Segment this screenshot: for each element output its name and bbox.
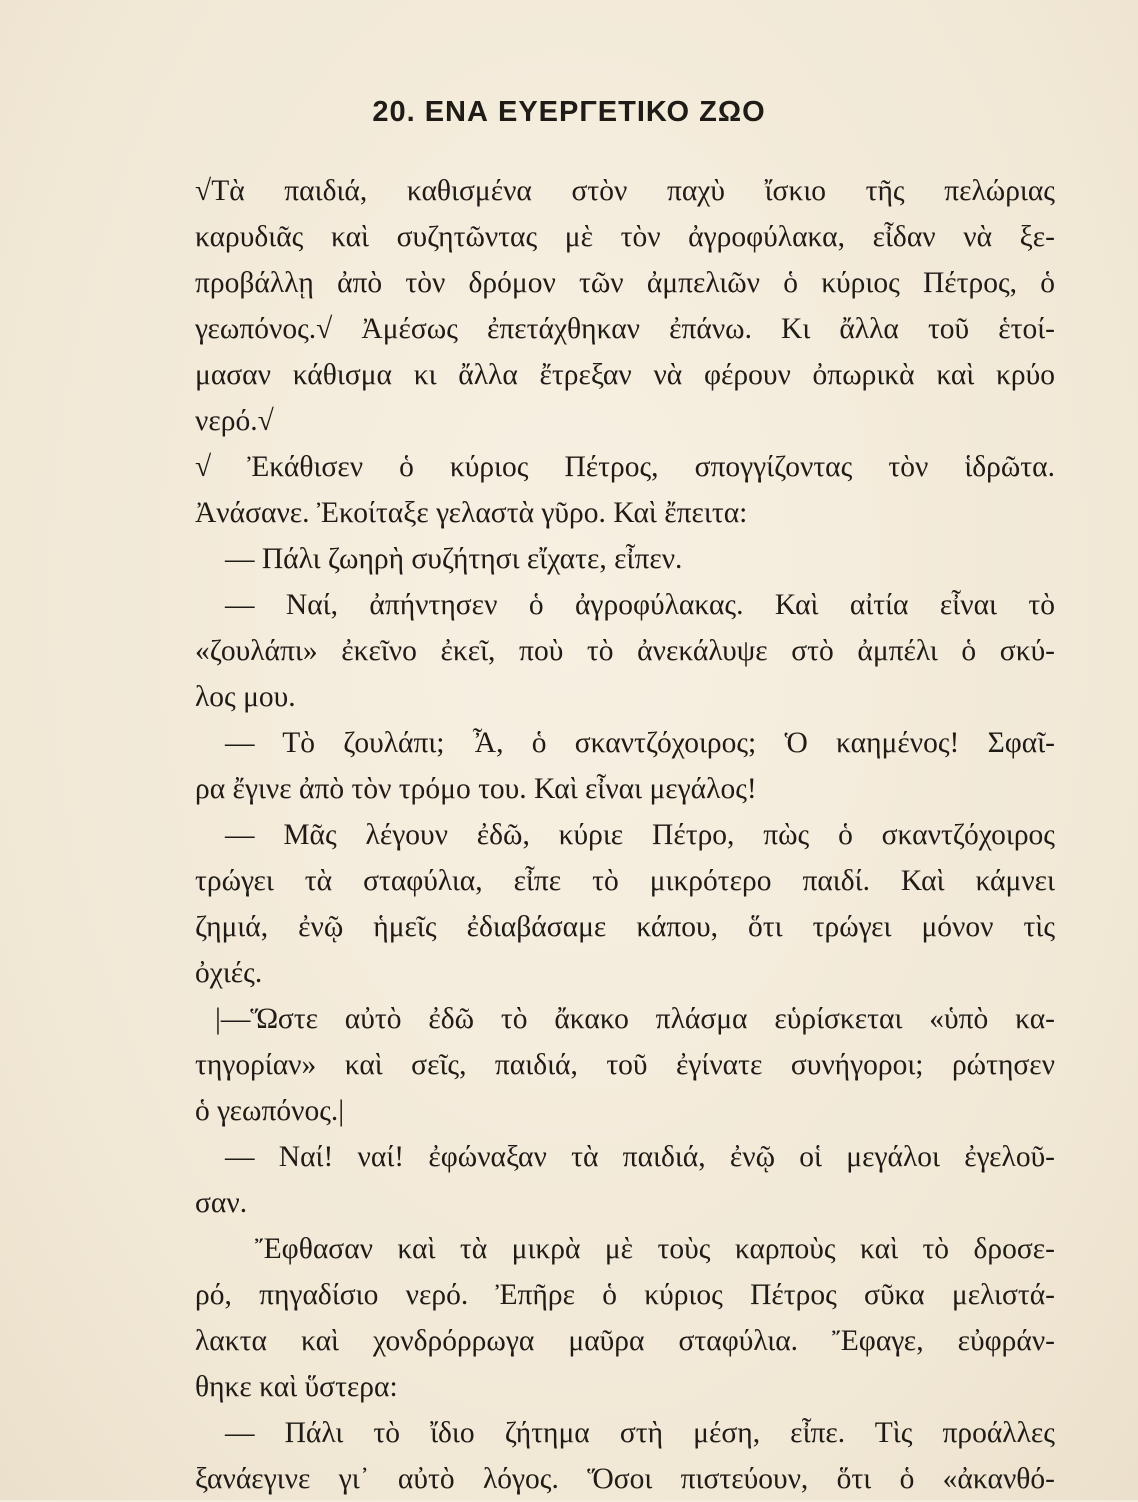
text-line: — Πάλι τὸ ἴδιο ζήτημα στὴ μέση, εἶπε. Τὶς προάλλες bbox=[225, 1417, 1055, 1449]
text-line: προβάλλῃ ἀπὸ τὸν δρόμον τῶν ἀμπελιῶν ὁ κύριος Πέτρος, ὁ bbox=[195, 267, 1055, 299]
text-line: — Ναί, ἀπήντησεν ὁ ἀγροφύλακας. Καὶ αἰτία εἶναι τὸ bbox=[225, 589, 1055, 621]
text-line: «ζουλάπι» ἐκεῖνο ἐκεῖ, ποὺ τὸ ἀνεκάλυψε στὸ ἀμπέλι ὁ σκύ- bbox=[195, 635, 1055, 667]
text-line: λακτα καὶ χονδρόρρωγα μαῦρα σταφύλια. Ἔφαγε, εὐφράν- bbox=[195, 1325, 1055, 1357]
text-line: ρό, πηγαδίσιο νερό. Ἐπῆρε ὁ κύριος Πέτρος σῦκα μελιστά- bbox=[195, 1279, 1055, 1311]
text-line: καρυδιᾶς καὶ συζητῶντας μὲ τὸν ἀγροφύλακα, εἶδαν νὰ ξε- bbox=[195, 221, 1055, 253]
text-line: ὀχιές. bbox=[195, 957, 263, 989]
text-line: √Τὰ παιδιά, καθισμένα στὸν παχὺ ἴσκιο τῆς πελώριας bbox=[195, 175, 1055, 207]
text-line: νερό.√ bbox=[195, 405, 274, 437]
text-line: Ἔφθασαν καὶ τὰ μικρὰ μὲ τοὺς καρποὺς καὶ τὸ δροσε- bbox=[255, 1233, 1055, 1265]
text-line: μασαν κάθισμα κι ἄλλα ἔτρεξαν νὰ φέρουν ὀπωρικὰ καὶ κρύο bbox=[195, 359, 1055, 391]
text-line: ὁ γεωπόνος.| bbox=[195, 1095, 345, 1127]
text-line: ζημιά, ἐνῷ ἡμεῖς ἐδιαβάσαμε κάπου, ὅτι τρώγει μόνον τὶς bbox=[195, 911, 1055, 943]
text-line: — Ναί! ναί! ἐφώναξαν τὰ παιδιά, ἐνῷ οἱ μεγάλοι ἐγελοῦ- bbox=[225, 1141, 1055, 1173]
text-line: — Τὸ ζουλάπι; Ἆ, ὁ σκαντζόχοιρος; Ὁ καημένος! Σφαῖ- bbox=[225, 727, 1055, 759]
text-line: γεωπόνος.√ Ἀμέσως ἐπετάχθηκαν ἐπάνω. Κι ἄλλα τοῦ ἑτοί- bbox=[195, 313, 1055, 345]
text-line: τρώγει τὰ σταφύλια, εἶπε τὸ μικρότερο παιδί. Καὶ κάμνει bbox=[195, 865, 1055, 897]
text-line: |—Ὥστε αὐτὸ ἐδῶ τὸ ἄκακο πλάσμα εὑρίσκεται «ὑπὸ κα- bbox=[215, 1003, 1055, 1035]
text-line: — Μᾶς λέγουν ἐδῶ, κύριε Πέτρο, πὼς ὁ σκαντζόχοιρος bbox=[225, 819, 1055, 851]
text-line: θηκε καὶ ὕστερα: bbox=[195, 1371, 398, 1403]
text-line: √ Ἐκάθισεν ὁ κύριος Πέτρος, σπογγίζοντας τὸν ἱδρῶτα. bbox=[195, 451, 1055, 483]
page-body-text bbox=[195, 168, 1055, 1502]
page-title: 20. ΕΝΑ ΕΥΕΡΓΕΤΙΚΟ ΖΩΟ bbox=[372, 96, 766, 128]
text-line: λος μου. bbox=[195, 681, 296, 713]
text-line: ξανάεγινε γι᾽ αὐτὸ λόγος. Ὅσοι πιστεύουν, ὅτι ὁ «ἀκανθό- bbox=[195, 1463, 1055, 1495]
text-line: Ἀνάσανε. Ἐκοίταξε γελαστὰ γῦρο. Καὶ ἔπειτα: bbox=[195, 497, 748, 529]
text-line: — Πάλι ζωηρὴ συζήτησι εἴχατε, εἶπεν. bbox=[225, 543, 683, 575]
text-line: ρα ἔγινε ἀπὸ τὸν τρόμο του. Καὶ εἶναι μεγάλος! bbox=[195, 773, 757, 805]
text-line: τηγορίαν» καὶ σεῖς, παιδιά, τοῦ ἐγίνατε συνήγοροι; ρώτησεν bbox=[195, 1049, 1055, 1081]
text-line: σαν. bbox=[195, 1187, 248, 1219]
